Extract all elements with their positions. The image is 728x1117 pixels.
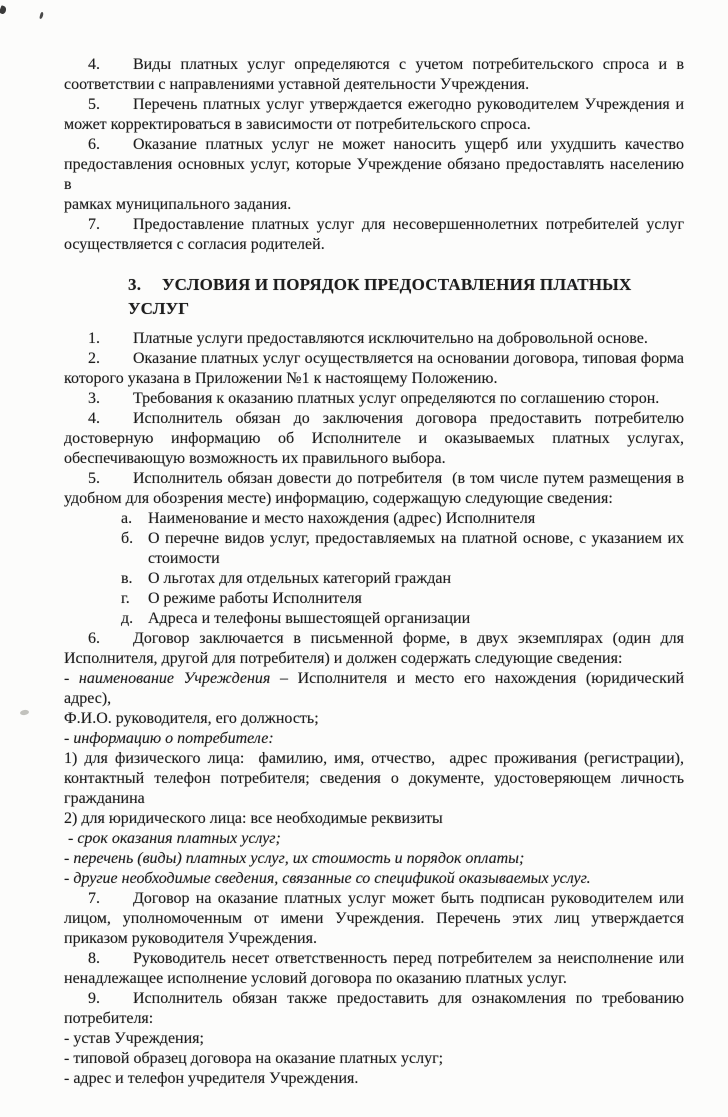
line-text: рамках муниципального задания. <box>64 196 292 213</box>
document-line <box>64 135 684 155</box>
list-marker: 7. <box>88 890 100 907</box>
list-marker: а. <box>121 510 133 527</box>
document-line <box>64 909 684 929</box>
line-text: Виды платных услуг определяются с учетом потребительского спроса и в <box>133 56 684 73</box>
document-line <box>64 809 684 829</box>
document-line <box>64 349 684 369</box>
line-text: О льготах для отдельных категорий граждан <box>148 570 452 587</box>
scan-speck <box>20 709 30 715</box>
document-line <box>64 989 684 1009</box>
document-text-block <box>64 55 684 1089</box>
document-line <box>64 849 684 869</box>
document-line <box>64 829 684 849</box>
list-marker: б. <box>121 530 134 547</box>
document-line <box>64 1049 684 1069</box>
line-segment: Исполнителя и место его нахождения (юридический адрес), <box>64 670 685 707</box>
document-line <box>64 55 684 75</box>
list-marker: в. <box>121 570 133 587</box>
line-text: обеспечивающую возможность их правильного выбора. <box>64 450 446 467</box>
line-text: стоимости <box>148 550 220 567</box>
document-line <box>64 969 684 989</box>
line-text: Исполнителя, другой для потребителя) и должен содержать следующие сведения: <box>64 650 623 667</box>
list-marker: 2. <box>88 350 100 367</box>
list-marker: 9. <box>88 990 100 1007</box>
line-text: Наименование и место нахождения (адрес) Исполнителя <box>148 510 536 527</box>
line-text: предоставления основных услуг, которые Учреждение обязано предоставлять населению в <box>64 156 684 193</box>
line-text: Платные услуги предоставляются исключительно на добровольной основе. <box>133 330 648 347</box>
list-marker: 4. <box>88 410 100 427</box>
line-text: Исполнитель обязан также предоставить для ознакомления по требованию <box>133 990 684 1007</box>
line-text: - срок оказания платных услуг; <box>64 830 281 847</box>
document-line <box>64 869 684 889</box>
intro-paragraphs <box>64 55 684 255</box>
document-line <box>64 409 684 429</box>
line-text: ненадлежащее исполнение условий договора по оказанию платных услуг. <box>64 970 567 987</box>
line-text: - устав Учреждения; <box>64 1030 204 1047</box>
document-line <box>64 769 684 789</box>
document-line <box>64 75 684 95</box>
scan-speck <box>39 12 44 20</box>
document-line <box>64 469 684 489</box>
list-marker: г. <box>121 590 130 607</box>
line-text: - другие необходимые сведения, связанные со спецификой оказываемых услуг. <box>64 870 591 887</box>
line-text: Предоставление платных услуг для несовершеннолетних потребителей услуг <box>133 216 684 233</box>
section-heading <box>64 273 684 321</box>
document-line <box>64 235 684 255</box>
list-marker: 5. <box>88 470 100 487</box>
line-segment: - наименование Учреждения – <box>64 670 298 687</box>
line-text: которого указана в Приложении №1 к настоящему Положению. <box>64 370 498 387</box>
document-line <box>64 709 684 729</box>
line-text: потребителя: <box>64 1010 154 1027</box>
document-line <box>64 629 684 649</box>
list-marker: 5. <box>88 96 100 113</box>
line-text: удобном для обозрения месте) информацию, содержащую следующие сведения: <box>64 490 613 507</box>
document-line <box>64 389 684 409</box>
list-marker: 6. <box>88 630 100 647</box>
document-line <box>64 329 684 349</box>
document-line <box>64 115 684 135</box>
line-text: осуществляется с согласия родителей. <box>64 236 325 253</box>
document-line <box>64 429 684 449</box>
line-text: - информацию о потребителе: <box>64 730 274 747</box>
section-paragraphs <box>64 329 684 1089</box>
document-line <box>64 529 684 549</box>
line-text: контактный телефон потребителя; сведения о документе, удостоверяющем личность <box>64 770 684 787</box>
document-line <box>64 569 684 589</box>
line-text: - адрес и телефон учредителя Учреждения. <box>64 1070 359 1087</box>
document-line <box>64 789 684 809</box>
line-text: Руководитель несет ответственность перед потребителем за неисполнение или <box>133 950 684 967</box>
document-line <box>64 155 684 195</box>
section-heading-number: 3. <box>128 275 142 294</box>
line-text: Оказание платных услуг осуществляется на основании договора, типовая форма <box>133 350 684 367</box>
line-text: Требования к оказанию платных услуг определяются по соглашению сторон. <box>133 390 660 407</box>
line-text: может корректироваться в зависимости от потребительского спроса. <box>64 116 531 133</box>
line-text: соответствии с направлениями уставной деятельности Учреждения. <box>64 76 530 93</box>
document-line <box>64 1009 684 1029</box>
document-line <box>64 1069 684 1089</box>
list-marker: 4. <box>88 56 100 73</box>
document-line <box>64 589 684 609</box>
list-marker: 8. <box>88 950 100 967</box>
document-line <box>64 669 684 709</box>
document-line <box>64 449 684 469</box>
scan-speck <box>0 5 7 15</box>
list-marker: 6. <box>88 136 100 153</box>
line-text: приказом руководителя Учреждения. <box>64 930 317 947</box>
line-text: Исполнитель обязан довести до потребителя (в том числе путем размещения в <box>133 470 684 487</box>
document-line <box>64 509 684 529</box>
line-text: достоверную информацию об Исполнителе и оказываемых платных услугах, <box>64 430 684 447</box>
document-line <box>64 749 684 769</box>
line-text: Договор на оказание платных услуг может быть подписан руководителем или <box>133 890 684 907</box>
document-line <box>64 215 684 235</box>
document-line <box>64 369 684 389</box>
line-text: 2) для юридического лица: все необходимые реквизиты <box>64 810 443 827</box>
line-text: Договор заключается в письменной форме, в двух экземплярах (один для <box>133 630 684 647</box>
document-line <box>64 549 684 569</box>
line-text: Исполнитель обязан до заключения договора предоставить потребителю <box>133 410 684 427</box>
list-marker: д. <box>121 610 134 627</box>
line-text: - перечень (виды) платных услуг, их стоимость и порядок оплаты; <box>64 850 525 867</box>
document-line <box>64 1029 684 1049</box>
line-text: Ф.И.О. руководителя, его должность; <box>64 710 319 727</box>
line-text: О режиме работы Исполнителя <box>148 590 362 607</box>
document-line <box>64 949 684 969</box>
section-heading-text: УСЛОВИЯ И ПОРЯДОК ПРЕДОСТАВЛЕНИЯ ПЛАТНЫХ УСЛУГ <box>128 275 632 318</box>
line-text: лицом, уполномоченным от имени Учреждения. Перечень этих лиц утверждается <box>64 910 684 927</box>
line-text: - типовой образец договора на оказание платных услуг; <box>64 1050 444 1067</box>
document-line <box>64 649 684 669</box>
document-line <box>64 95 684 115</box>
list-marker: 1. <box>88 330 100 347</box>
line-text: Оказание платных услуг не может наносить ущерб или ухудшить качество <box>133 136 684 153</box>
list-marker: 7. <box>88 216 100 233</box>
line-text: 1) для физического лица: фамилию, имя, отчество, адрес проживания (регистрации), <box>64 750 684 767</box>
document-line <box>64 195 684 215</box>
document-line <box>64 729 684 749</box>
list-marker: 3. <box>88 390 100 407</box>
document-line <box>64 489 684 509</box>
document-line <box>64 889 684 909</box>
line-text: О перечне видов услуг, предоставляемых на платной основе, с указанием их <box>148 530 684 547</box>
document-line <box>64 609 684 629</box>
document-line <box>64 929 684 949</box>
line-text: Адреса и телефоны вышестоящей организации <box>148 610 471 627</box>
line-text <box>64 670 684 707</box>
line-text: Перечень платных услуг утверждается ежегодно руководителем Учреждения и <box>133 96 684 113</box>
line-text: гражданина <box>64 790 145 807</box>
